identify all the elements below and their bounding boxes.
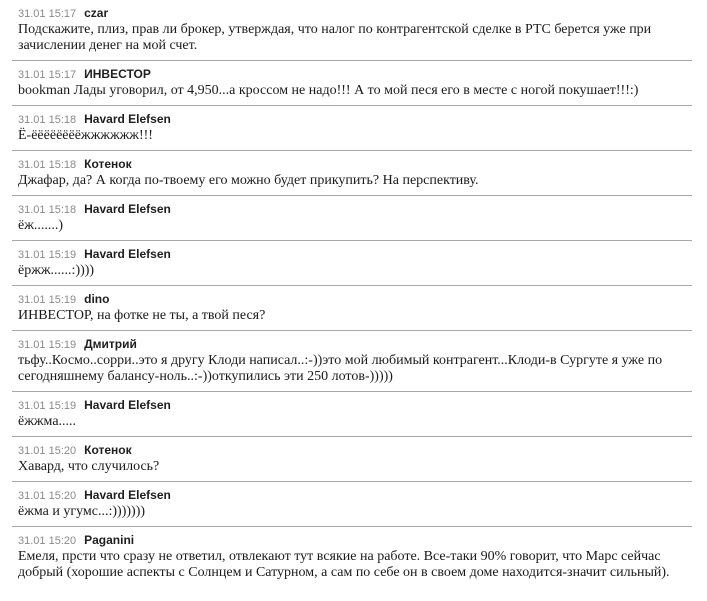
chat-message	[12, 286, 692, 331]
message-time: 31.01 15:19	[18, 249, 77, 261]
message-meta	[18, 201, 692, 216]
chat-message	[12, 392, 692, 437]
chat-message	[12, 61, 692, 106]
chat-message	[12, 241, 692, 286]
chat-message	[12, 331, 692, 392]
chat-message	[12, 196, 692, 241]
message-meta	[18, 532, 692, 547]
message-text: Джафар, да? А когда по-твоему его можно будет прикупить? На перспективу.	[18, 173, 479, 188]
message-time: 31.01 15:20	[18, 535, 77, 547]
message-meta	[18, 397, 692, 412]
message-author[interactable]: Paganini	[84, 533, 135, 547]
message-author[interactable]: Котенок	[84, 157, 132, 171]
message-meta	[18, 156, 692, 171]
chat-message	[12, 106, 692, 151]
message-text: Хавард, что случилось?	[18, 459, 160, 474]
message-author[interactable]: Havard Elefsen	[84, 202, 171, 216]
message-meta	[18, 5, 692, 20]
message-meta	[18, 111, 692, 126]
message-time: 31.01 15:20	[18, 445, 77, 457]
message-text: ёжма и угумс...:)))))))	[18, 504, 146, 519]
chat-message	[12, 527, 692, 587]
message-author[interactable]: Havard Elefsen	[84, 398, 171, 412]
message-time: 31.01 15:19	[18, 339, 77, 351]
chat-message	[12, 0, 692, 61]
chat-message	[12, 482, 692, 527]
message-author[interactable]: czar	[84, 6, 109, 20]
message-time: 31.01 15:19	[18, 294, 77, 306]
message-meta	[18, 487, 692, 502]
message-text: ИНВЕСТОР, на фотке не ты, а твой песя?	[18, 308, 266, 323]
message-time: 31.01 15:18	[18, 159, 77, 171]
message-author[interactable]: dino	[84, 292, 110, 306]
message-text: ёржж......:))))	[18, 263, 95, 278]
message-author[interactable]: Котенок	[84, 443, 132, 457]
message-meta	[18, 291, 692, 306]
message-author[interactable]: Havard Elefsen	[84, 112, 171, 126]
message-time: 31.01 15:17	[18, 69, 77, 81]
chat-message	[12, 151, 692, 196]
chat-log	[12, 0, 692, 587]
message-author[interactable]: Havard Elefsen	[84, 247, 171, 261]
message-time: 31.01 15:17	[18, 8, 77, 20]
message-text: ёжжма.....	[18, 414, 77, 429]
message-time: 31.01 15:20	[18, 490, 77, 502]
message-meta	[18, 246, 692, 261]
message-time: 31.01 15:18	[18, 114, 77, 126]
chat-message	[12, 437, 692, 482]
message-author[interactable]: ИНВЕСТОР	[84, 67, 151, 81]
message-author[interactable]: Дмитрий	[84, 337, 137, 351]
message-time: 31.01 15:18	[18, 204, 77, 216]
message-text: bookman Лады уговорил, от 4,950...а кроссом не надо!!! А то мой песя его в месте с ногой покушает!!!:)	[18, 83, 639, 98]
message-text: ёж.......)	[18, 218, 64, 233]
message-meta	[18, 442, 692, 457]
message-text: тьфу..Космо..сорри..это я другу Клоди написал..:-))это мой любимый контрагент...Клоди-в Сургуте я уже по сегодняшнему балансу-ноль..:-))откупились эти 250 лотов-)))))	[18, 353, 663, 384]
message-meta	[18, 336, 692, 351]
message-text: Ё-ёёёёёёёёжжжжжж!!!	[18, 128, 153, 143]
message-text: Подскажите, плиз, прав ли брокер, утверждая, что налог по контрагентской сделке в РТС берется уже при зачислении денег на мой счет.	[18, 22, 652, 53]
message-time: 31.01 15:19	[18, 400, 77, 412]
message-author[interactable]: Havard Elefsen	[84, 488, 171, 502]
message-meta	[18, 66, 692, 81]
message-text: Емеля, прсти что сразу не ответил, отвлекают тут всякие на работе. Все-таки 90% говорит, что Марс сейчас добрый (хорошие аспекты с Солнцем и Сатурном, а сам по себе он в своем доме находится-значит сильный).	[18, 549, 670, 580]
